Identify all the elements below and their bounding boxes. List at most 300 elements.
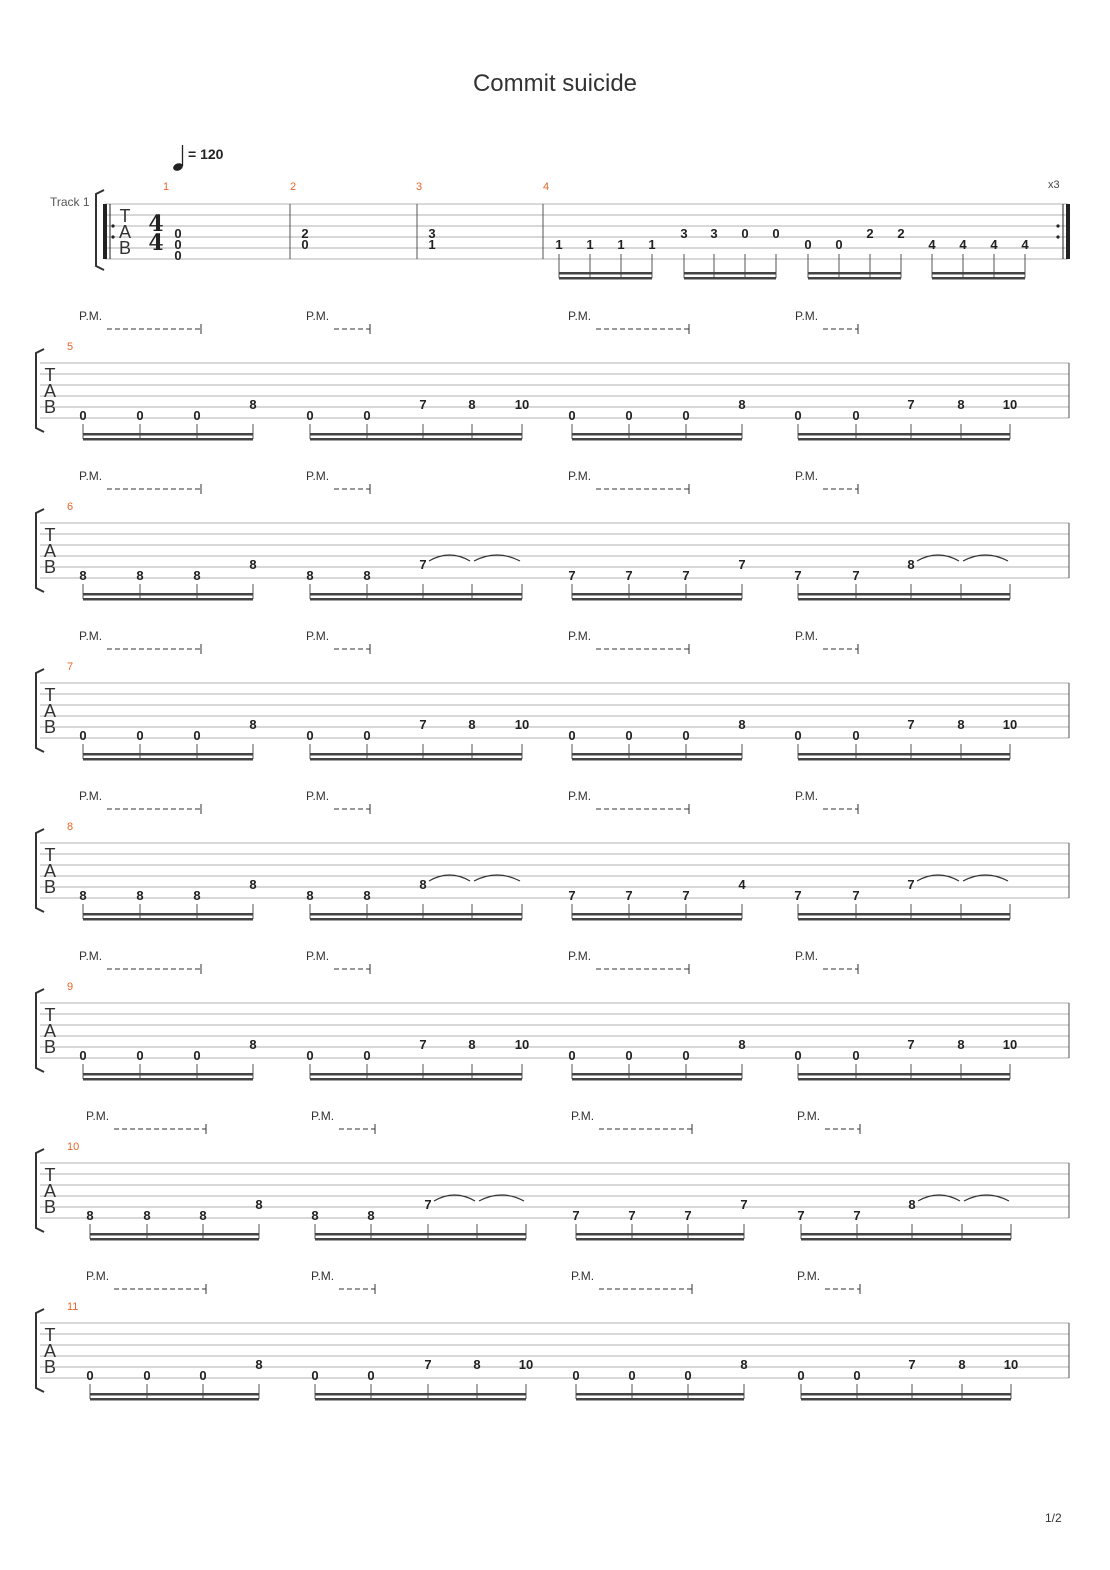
- tab-fret-number: 0: [143, 1368, 151, 1383]
- tab-fret-number: 8: [249, 1037, 257, 1052]
- tab-fret-number: 8: [86, 1208, 94, 1223]
- system-3-tab-letter: A: [43, 541, 57, 561]
- beam-primary: [798, 1073, 1010, 1076]
- tab-fret-number: 7: [852, 568, 860, 583]
- beam-primary: [932, 272, 1025, 275]
- beam-secondary: [315, 1238, 526, 1241]
- tab-fret-number: 0: [572, 1368, 580, 1383]
- system-6-beam-group: [572, 1064, 742, 1081]
- system-8-bracket: [36, 1309, 44, 1392]
- tab-fret-number: 0: [852, 408, 860, 423]
- system-3-tab-letter: T: [44, 525, 56, 545]
- beam-primary: [572, 1073, 742, 1076]
- beam-primary: [684, 272, 776, 275]
- tab-fret-number: 7: [852, 888, 860, 903]
- tab-fret-number: 8: [249, 397, 257, 412]
- tab-fret-number: 7: [424, 1197, 432, 1212]
- tab-fret-number: 8: [306, 888, 314, 903]
- system-4-tab-letter: B: [43, 717, 57, 737]
- system-8-tab-letter: B: [43, 1357, 57, 1377]
- beam-secondary: [310, 598, 522, 601]
- beam-primary: [90, 1393, 259, 1396]
- beam-primary: [808, 272, 901, 275]
- tab-fret-number: 0: [684, 1368, 692, 1383]
- tab-fret-number: 0: [741, 226, 749, 241]
- beam-primary: [310, 433, 522, 436]
- tab-fret-number: 10: [514, 717, 530, 732]
- tab-fret-number: 7: [419, 557, 427, 572]
- system-4-palm-mute-label: P.M.: [568, 629, 592, 643]
- tab-fret-number: 7: [568, 888, 576, 903]
- system-5-palm-mute-label: P.M.: [568, 789, 592, 803]
- tab-fret-number: 0: [852, 1048, 860, 1063]
- system-2-tab-letter: A: [43, 381, 57, 401]
- tab-fret-number: 0: [136, 728, 144, 743]
- beam-primary: [572, 753, 742, 756]
- tab-fret-number: 7: [628, 1208, 636, 1223]
- system-6-palm-mute-label: P.M.: [79, 949, 103, 963]
- system-5-beam-group: [572, 904, 742, 921]
- system-7-palm-mute-label: P.M.: [797, 1109, 821, 1123]
- tab-fret-number: 0: [301, 237, 309, 252]
- beam-primary: [798, 433, 1010, 436]
- tab-fret-number: 0: [174, 248, 182, 263]
- tab-fret-number: 0: [682, 408, 690, 423]
- system-4-palm-mute-label: P.M.: [79, 629, 103, 643]
- beam-secondary: [559, 277, 652, 280]
- tab-fret-number: 7: [907, 1037, 915, 1052]
- beam-primary: [83, 433, 253, 436]
- tab-fret-number: 10: [518, 1357, 534, 1372]
- tab-fret-number: 8: [199, 1208, 207, 1223]
- tab-fret-number: 0: [199, 1368, 207, 1383]
- beam-primary: [83, 753, 253, 756]
- tab-fret-number: 0: [363, 728, 371, 743]
- tab-fret-number: 2: [301, 226, 309, 241]
- tab-fret-number: 8: [468, 717, 476, 732]
- beam-secondary: [801, 1238, 1011, 1241]
- tab-fret-number: 4: [990, 237, 998, 252]
- beam-secondary: [798, 1078, 1010, 1081]
- repeat-dot: [111, 235, 114, 238]
- system-7-palm-mute-label: P.M.: [571, 1109, 595, 1123]
- tab-fret-number: 8: [79, 888, 87, 903]
- system-4-beam-group: [83, 744, 253, 761]
- system-4-tab-letter: T: [44, 685, 56, 705]
- page-title: Commit suicide: [472, 70, 638, 97]
- system-6-palm-mute-label: P.M.: [568, 949, 592, 963]
- tab-fret-number: 1: [428, 237, 436, 252]
- beam-secondary: [90, 1398, 259, 1401]
- system-6-beam-group: [798, 1064, 1010, 1081]
- tab-fret-number: 7: [625, 568, 633, 583]
- beam-secondary: [310, 1078, 522, 1081]
- system-6-beam-group: [83, 1064, 253, 1081]
- system-3-palm-mute-label: P.M.: [795, 469, 819, 483]
- tab-fret-number: 8: [255, 1357, 263, 1372]
- tab-fret-number: 0: [835, 237, 843, 252]
- tab-fret-number: 0: [772, 226, 780, 241]
- beam-primary: [315, 1393, 526, 1396]
- beam-secondary: [310, 758, 522, 761]
- system-4-bracket: [36, 669, 44, 752]
- tab-fret-number: 10: [1002, 717, 1018, 732]
- beam-secondary: [932, 277, 1025, 280]
- measure-number: 5: [67, 341, 74, 353]
- tab-fret-number: 0: [794, 408, 802, 423]
- beam-primary: [798, 593, 1010, 596]
- tab-fret-number: 10: [1002, 1037, 1018, 1052]
- beam-secondary: [572, 918, 742, 921]
- repeat-count: x3: [1048, 179, 1060, 191]
- tab-fret-number: 1: [555, 237, 563, 252]
- beam-primary: [798, 753, 1010, 756]
- system-1-beam-group: [808, 254, 901, 280]
- system-1-beam-group: [932, 254, 1025, 280]
- beam-secondary: [808, 277, 901, 280]
- system-7-bracket: [36, 1149, 44, 1232]
- time-signature-denominator: 4: [148, 230, 164, 256]
- repeat-end-thick-bar: [1066, 204, 1070, 259]
- beam-secondary: [798, 598, 1010, 601]
- tab-fret-number: 8: [79, 568, 87, 583]
- system-6-palm-mute-label: P.M.: [306, 949, 330, 963]
- tab-fret-number: 0: [306, 408, 314, 423]
- tab-fret-number: 0: [628, 1368, 636, 1383]
- system-2-bracket: [36, 349, 44, 432]
- system-7-beam-group: [576, 1224, 744, 1241]
- system-2-palm-mute-label: P.M.: [795, 309, 819, 323]
- system-2-beam-group: [798, 424, 1010, 441]
- system-1-tab-letter: A: [118, 222, 132, 242]
- tab-fret-number: 0: [682, 728, 690, 743]
- system-6-tab-letter: A: [43, 1021, 57, 1041]
- measure-number: 8: [67, 821, 74, 833]
- beam-primary: [83, 593, 253, 596]
- tab-fret-number: 8: [249, 557, 257, 572]
- tab-fret-number: 10: [514, 397, 530, 412]
- system-8-tab-letter: A: [43, 1341, 57, 1361]
- tab-fret-number: 0: [797, 1368, 805, 1383]
- beam-primary: [559, 272, 652, 275]
- tab-fret-number: 8: [468, 1037, 476, 1052]
- beam-primary: [83, 913, 253, 916]
- beam-secondary: [798, 918, 1010, 921]
- tab-fret-number: 0: [306, 728, 314, 743]
- page-number: 1/2: [1045, 1511, 1062, 1525]
- repeat-dot: [1056, 224, 1059, 227]
- system-7-beam-group: [90, 1224, 259, 1241]
- measure-number: 11: [67, 1301, 79, 1313]
- tab-fret-number: 7: [568, 568, 576, 583]
- tab-fret-number: 0: [193, 1048, 201, 1063]
- tab-fret-number: 8: [143, 1208, 151, 1223]
- tab-fret-number: 0: [568, 1048, 576, 1063]
- system-1-tab-letter: B: [118, 238, 132, 258]
- system-4-palm-mute-label: P.M.: [306, 629, 330, 643]
- beam-primary: [801, 1233, 1011, 1236]
- tab-fret-number: 0: [79, 408, 87, 423]
- tab-fret-number: 7: [794, 888, 802, 903]
- system-3-beam-group: [310, 584, 522, 601]
- system-4-tab-letter: A: [43, 701, 57, 721]
- system-2-tab-letter: T: [44, 365, 56, 385]
- measure-number: 1: [163, 181, 170, 193]
- beam-secondary: [576, 1398, 744, 1401]
- tab-fret-number: 0: [853, 1368, 861, 1383]
- tab-fret-number: 8: [255, 1197, 263, 1212]
- measure-number: 10: [67, 1141, 80, 1153]
- tab-fret-number: 0: [193, 408, 201, 423]
- beam-secondary: [572, 758, 742, 761]
- tab-fret-number: 7: [682, 888, 690, 903]
- system-7-tab-letter: T: [44, 1165, 56, 1185]
- repeat-dot: [1056, 235, 1059, 238]
- beam-secondary: [315, 1398, 526, 1401]
- system-6-beam-group: [310, 1064, 522, 1081]
- beam-primary: [315, 1233, 526, 1236]
- beam-primary: [83, 1073, 253, 1076]
- system-1-beam-group: [559, 254, 652, 280]
- system-5-beam-group: [83, 904, 253, 921]
- tab-fret-number: 8: [958, 1357, 966, 1372]
- system-5-bracket: [36, 829, 44, 912]
- tab-fret-number: 8: [738, 717, 746, 732]
- tab-fret-number: 0: [193, 728, 201, 743]
- tab-fret-number: 7: [908, 1357, 916, 1372]
- system-5-palm-mute-label: P.M.: [79, 789, 103, 803]
- system-8-palm-mute-label: P.M.: [311, 1269, 335, 1283]
- tab-fret-number: 0: [136, 1048, 144, 1063]
- system-1-tab-letter: T: [119, 206, 131, 226]
- tab-fret-number: 7: [419, 397, 427, 412]
- tab-fret-number: 4: [928, 237, 936, 252]
- system-7-palm-mute-label: P.M.: [86, 1109, 110, 1123]
- tab-fret-number: 3: [428, 226, 436, 241]
- tab-fret-number: 7: [907, 877, 915, 892]
- tab-fret-number: 0: [568, 728, 576, 743]
- system-4-beam-group: [310, 744, 522, 761]
- system-3-beam-group: [572, 584, 742, 601]
- system-3-palm-mute-label: P.M.: [306, 469, 330, 483]
- system-3-palm-mute-label: P.M.: [79, 469, 103, 483]
- tab-fret-number: 7: [907, 717, 915, 732]
- system-5-palm-mute-label: P.M.: [306, 789, 330, 803]
- system-7-tab-letter: A: [43, 1181, 57, 1201]
- system-5-tab-letter: A: [43, 861, 57, 881]
- tab-fret-number: 10: [1003, 1357, 1019, 1372]
- beam-primary: [310, 593, 522, 596]
- track-name: Track 1: [50, 195, 90, 209]
- beam-secondary: [572, 438, 742, 441]
- beam-secondary: [83, 598, 253, 601]
- tab-fret-number: 1: [617, 237, 625, 252]
- measure-number: 7: [67, 661, 74, 673]
- tab-fret-number: 8: [249, 717, 257, 732]
- tab-fret-number: 7: [740, 1197, 748, 1212]
- tab-fret-number: 10: [1002, 397, 1018, 412]
- measure-number: 6: [67, 501, 74, 513]
- system-2-tab-letter: B: [43, 397, 57, 417]
- tab-fret-number: 8: [136, 568, 144, 583]
- beam-secondary: [576, 1238, 744, 1241]
- tab-fret-number: 0: [86, 1368, 94, 1383]
- tab-fret-number: 7: [907, 397, 915, 412]
- system-7-beam-group: [315, 1224, 526, 1241]
- system-7-palm-mute-label: P.M.: [311, 1109, 335, 1123]
- system-4-beam-group: [572, 744, 742, 761]
- system-5-tab-letter: B: [43, 877, 57, 897]
- tab-fret-number: 7: [682, 568, 690, 583]
- tab-fret-number: 0: [363, 408, 371, 423]
- tab-fret-number: 3: [710, 226, 718, 241]
- tab-fret-number: 8: [311, 1208, 319, 1223]
- tab-fret-number: 7: [738, 557, 746, 572]
- beam-primary: [572, 593, 742, 596]
- beam-primary: [572, 913, 742, 916]
- beam-primary: [310, 753, 522, 756]
- system-1-bracket: [96, 190, 104, 270]
- tab-fret-number: 8: [468, 397, 476, 412]
- beam-secondary: [801, 1398, 1011, 1401]
- system-4-beam-group: [798, 744, 1010, 761]
- tab-fret-number: 1: [586, 237, 594, 252]
- tab-fret-number: 1: [648, 237, 656, 252]
- system-8-palm-mute-label: P.M.: [571, 1269, 595, 1283]
- system-8-tab-letter: T: [44, 1325, 56, 1345]
- tab-fret-number: 8: [419, 877, 427, 892]
- system-5-beam-group: [310, 904, 522, 921]
- tab-fret-number: 0: [79, 728, 87, 743]
- tab-fret-number: 4: [1021, 237, 1029, 252]
- tab-fret-number: 7: [572, 1208, 580, 1223]
- system-7-beam-group: [801, 1224, 1011, 1241]
- system-3-palm-mute-label: P.M.: [568, 469, 592, 483]
- tab-fret-number: 8: [738, 397, 746, 412]
- system-8-beam-group: [801, 1384, 1011, 1401]
- system-5-beam-group: [798, 904, 1010, 921]
- beam-secondary: [572, 598, 742, 601]
- beam-primary: [801, 1393, 1011, 1396]
- tab-fret-number: 8: [957, 1037, 965, 1052]
- tab-fret-number: 8: [136, 888, 144, 903]
- tab-fret-number: 8: [193, 568, 201, 583]
- system-3-beam-group: [83, 584, 253, 601]
- tab-fret-number: 0: [625, 1048, 633, 1063]
- beam-primary: [310, 1073, 522, 1076]
- system-8-palm-mute-label: P.M.: [797, 1269, 821, 1283]
- tab-fret-number: 8: [363, 888, 371, 903]
- tab-fret-number: 10: [514, 1037, 530, 1052]
- tab-fret-number: 8: [908, 1197, 916, 1212]
- tab-fret-number: 8: [907, 557, 915, 572]
- tab-fret-number: 7: [797, 1208, 805, 1223]
- beam-secondary: [83, 1078, 253, 1081]
- tab-fret-number: 7: [419, 717, 427, 732]
- tab-fret-number: 0: [794, 1048, 802, 1063]
- tab-fret-number: 0: [852, 728, 860, 743]
- tab-fret-number: 0: [79, 1048, 87, 1063]
- beam-secondary: [798, 758, 1010, 761]
- beam-secondary: [798, 438, 1010, 441]
- system-1-beam-group: [684, 254, 776, 280]
- tab-fret-number: 8: [740, 1357, 748, 1372]
- tab-fret-number: 8: [957, 717, 965, 732]
- tab-fret-number: 0: [174, 237, 182, 252]
- system-8-beam-group: [90, 1384, 259, 1401]
- tab-fret-number: 7: [853, 1208, 861, 1223]
- tab-fret-number: 8: [363, 568, 371, 583]
- system-6-palm-mute-label: P.M.: [795, 949, 819, 963]
- tab-fret-number: 4: [959, 237, 967, 252]
- tab-fret-number: 4: [738, 877, 746, 892]
- beam-secondary: [83, 918, 253, 921]
- system-8-palm-mute-label: P.M.: [86, 1269, 110, 1283]
- system-5-tab-letter: T: [44, 845, 56, 865]
- tab-fret-number: 8: [306, 568, 314, 583]
- system-3-beam-group: [798, 584, 1010, 601]
- tab-fret-number: 0: [363, 1048, 371, 1063]
- tab-fret-number: 8: [193, 888, 201, 903]
- system-4-palm-mute-label: P.M.: [795, 629, 819, 643]
- system-2-beam-group: [572, 424, 742, 441]
- system-2-palm-mute-label: P.M.: [568, 309, 592, 323]
- measure-number: 9: [67, 981, 74, 993]
- tab-fret-number: 8: [957, 397, 965, 412]
- beam-primary: [310, 913, 522, 916]
- measure-number: 2: [290, 181, 297, 193]
- beam-secondary: [684, 277, 776, 280]
- repeat-dot: [111, 224, 114, 227]
- tab-fret-number: 0: [306, 1048, 314, 1063]
- tab-fret-number: 7: [684, 1208, 692, 1223]
- tab-fret-number: 0: [311, 1368, 319, 1383]
- system-2-beam-group: [83, 424, 253, 441]
- system-2-palm-mute-label: P.M.: [79, 309, 103, 323]
- tab-fret-number: 0: [568, 408, 576, 423]
- tab-fret-number: 7: [625, 888, 633, 903]
- system-6-tab-letter: B: [43, 1037, 57, 1057]
- tab-fret-number: 0: [174, 226, 182, 241]
- tab-fret-number: 3: [680, 226, 688, 241]
- system-7-tab-letter: B: [43, 1197, 57, 1217]
- measure-number: 4: [543, 181, 550, 193]
- tab-fret-number: 0: [367, 1368, 375, 1383]
- beam-secondary: [572, 1078, 742, 1081]
- tab-fret-number: 8: [249, 877, 257, 892]
- beam-primary: [798, 913, 1010, 916]
- beam-secondary: [310, 918, 522, 921]
- tab-fret-number: 7: [794, 568, 802, 583]
- tab-fret-number: 0: [804, 237, 812, 252]
- beam-secondary: [83, 438, 253, 441]
- measure-number: 3: [416, 181, 423, 193]
- system-6-tab-letter: T: [44, 1005, 56, 1025]
- tab-fret-number: 8: [367, 1208, 375, 1223]
- time-signature-numerator: 4: [148, 211, 164, 237]
- tab-fret-number: 0: [136, 408, 144, 423]
- tab-fret-number: 8: [738, 1037, 746, 1052]
- system-6-bracket: [36, 989, 44, 1072]
- tab-fret-number: 8: [473, 1357, 481, 1372]
- beam-secondary: [90, 1238, 259, 1241]
- tab-fret-number: 0: [625, 728, 633, 743]
- tab-fret-number: 0: [682, 1048, 690, 1063]
- tempo-marking: = 120: [188, 146, 224, 162]
- beam-primary: [576, 1393, 744, 1396]
- system-3-tab-letter: B: [43, 557, 57, 577]
- beam-primary: [572, 433, 742, 436]
